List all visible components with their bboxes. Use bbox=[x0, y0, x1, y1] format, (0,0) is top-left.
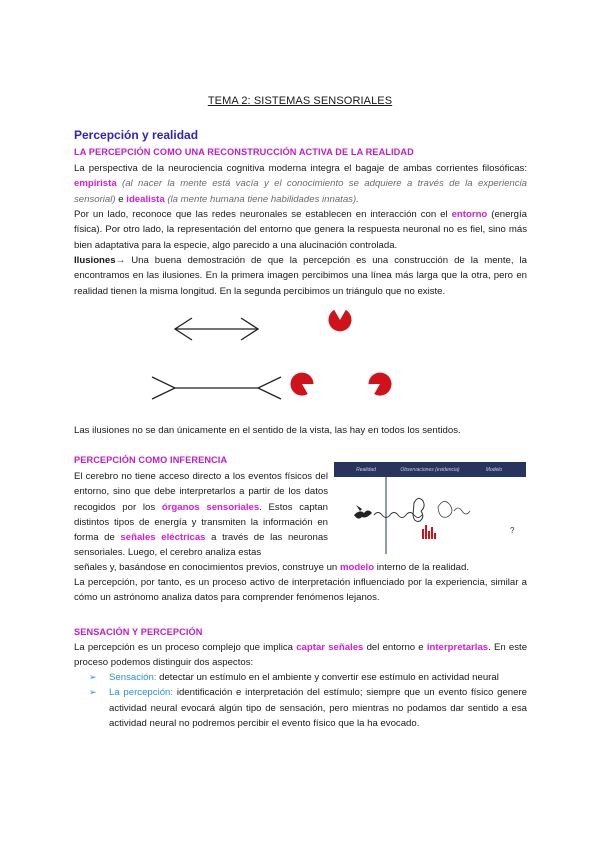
keyword-captar-senales: captar señales bbox=[296, 642, 364, 653]
page-title: TEMA 2: SISTEMAS SENSORIALES bbox=[207, 95, 393, 107]
diagram-col-observaciones: Observaciones (evidencia) bbox=[400, 466, 460, 473]
bullet-label: La percepción: bbox=[109, 687, 174, 699]
paragraph-inferencia bbox=[74, 469, 328, 561]
paragraph-otros-sentidos: Las ilusiones no se dan únicamente en el sentido de la vista, las hay en todos los sentidos. bbox=[74, 425, 461, 436]
spike-histogram bbox=[422, 525, 436, 539]
bullet-text: identificación e interpretación del estímulo; siempre que un evento físico genere actividad neural evocará algún tipo de sensación, pero mientras no podamos dar sentido a esa actividad neural no podremos percibir el evento físico que la ha evocado. bbox=[109, 687, 528, 729]
bird-icon bbox=[354, 505, 372, 519]
text: Por un lado, reconoce que las redes neuronales se establecen en interacción con el bbox=[74, 209, 448, 220]
paragraph-astronomo: La percepción, por tanto, es un proceso activo de interpretación influenciado por la experiencia, similar a cómo un astrónomo analiza datos para comprender fenómenos lejanos. bbox=[74, 577, 527, 604]
keyword-idealista: idealista bbox=[126, 193, 165, 205]
bullet-list bbox=[89, 670, 527, 731]
muller-lyer-illusion bbox=[140, 300, 310, 410]
arrow-bullet-icon: ➢ bbox=[89, 687, 97, 698]
text: del entorno e bbox=[366, 642, 424, 653]
paragraph-sensacion bbox=[74, 640, 527, 671]
text: e bbox=[118, 193, 124, 205]
keyword-organos-sensoriales: órganos sensoriales bbox=[161, 501, 260, 513]
text: . Estos captan distintos tipos de energía y transmiten la información en forma de bbox=[74, 501, 329, 544]
diagram-col-modelo: Modelo bbox=[485, 466, 503, 473]
diagram-col-realidad: Realidad bbox=[356, 466, 376, 473]
list-item bbox=[89, 685, 527, 731]
keyword-empirista: empirista bbox=[74, 178, 117, 190]
paragraph-ilusiones bbox=[74, 253, 527, 299]
text: El cerebro no tiene acceso directo a los eventos físicos del entorno, sino que debe interpretarlos a partir de los datos recogidos por los bbox=[74, 471, 328, 513]
diagram-figures bbox=[334, 477, 526, 554]
keyword-interpretarlas: interpretarlas bbox=[426, 642, 489, 653]
paragraph-perspectiva bbox=[74, 161, 527, 207]
text: Una buena demostración de que la percepción es una construcción de la mente, la encontramos en las ilusiones. En la primera imagen percibimos una línea más larga que la otra, pero en realidad tienen la misma longitud. En la segunda percibimos un triángulo que no existe. bbox=[74, 255, 527, 297]
text: La perspectiva de la neurociencia cognitiva moderna integra el bagaje de ambas corrientes filosóficas: bbox=[74, 163, 527, 174]
ilusiones-label: Ilusiones→ bbox=[74, 255, 126, 266]
bullet-text: detectar un estímulo en el ambiente y convertir ese estímulo en actividad neural bbox=[159, 672, 499, 683]
text: (energía física). Por otro lado, la representación del entorno que genera la respuesta neuronal no es fiel, sino más bien adaptativa para la especie, algo parecido a una alucinación controlada. bbox=[74, 209, 527, 251]
text: señales y, basándose en conocimientos previos, construye un bbox=[74, 562, 338, 573]
subheading-reconstruccion: LA PERCEPCIÓN COMO UNA RECONSTRUCCIÓN ACTIVA DE LA REALIDAD bbox=[74, 147, 414, 157]
arrow-bullet-icon: ➢ bbox=[89, 672, 97, 682]
subheading-sensacion-percepcion: SENSACIÓN Y PERCEPCIÓN bbox=[74, 627, 203, 637]
diagram-header bbox=[334, 462, 526, 477]
keyword-entorno: entorno bbox=[451, 209, 488, 220]
subheading-inferencia: PERCEPCIÓN COMO INFERENCIA bbox=[74, 455, 228, 465]
list-item bbox=[89, 670, 527, 685]
idealista-description: (la mente humana tiene habilidades innatas). bbox=[167, 193, 359, 205]
text: . En este proceso podemos distinguir dos aspectos: bbox=[74, 642, 528, 669]
brain-sketch bbox=[438, 501, 452, 517]
kanizsa-triangle-illusion bbox=[286, 300, 406, 410]
sound-wave bbox=[374, 513, 422, 518]
diagram-question-mark: ? bbox=[510, 526, 515, 535]
section-heading-percepcion-realidad: Percepción y realidad bbox=[74, 128, 199, 142]
text: interno de la realidad. bbox=[376, 562, 470, 573]
paragraph-entorno bbox=[74, 207, 527, 253]
empirista-description: (al nacer la mente está vacía y el conocimiento se adquiere a través de la experiencia sensorial) bbox=[74, 178, 528, 205]
keyword-modelo: modelo bbox=[339, 562, 375, 573]
paragraph-inferencia-cont bbox=[74, 560, 527, 575]
text: La percepción es un proceso complejo que implica bbox=[74, 642, 294, 653]
inference-diagram bbox=[334, 462, 526, 554]
keyword-senales-electricas: señales eléctricas bbox=[120, 532, 206, 544]
bullet-label: Sensación: bbox=[109, 672, 157, 683]
text: a través de las neuronas sensoriales. Luego, el cerebro analiza estas bbox=[74, 532, 328, 559]
